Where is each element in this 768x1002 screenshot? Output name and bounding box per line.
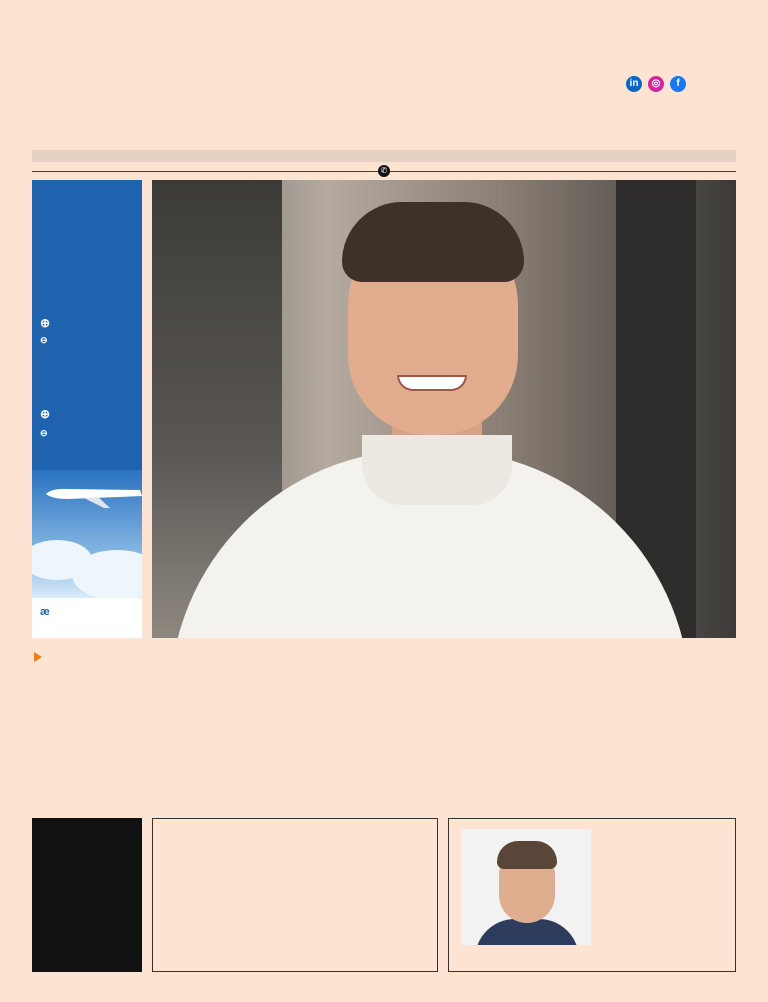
stornia-logo-icon <box>58 28 128 132</box>
cover-photo <box>152 180 736 638</box>
ad-feature2-minus <box>40 428 48 439</box>
quote-box <box>32 818 142 972</box>
social-links <box>626 76 686 92</box>
instagram-icon[interactable]: ◎ <box>648 76 664 92</box>
minus-icon: ⊖ <box>40 428 48 438</box>
bar-chart <box>163 869 303 955</box>
minus-icon: ⊖ <box>40 335 48 345</box>
arrow-icon <box>34 652 42 662</box>
ad-feature2-plus <box>40 407 50 421</box>
ad-feature1-plus <box>40 316 50 330</box>
facebook-icon[interactable]: f <box>670 76 686 92</box>
walmart-story-box[interactable] <box>448 818 736 972</box>
section-tag-mundo[interactable] <box>34 652 46 662</box>
phone-icon: ✆ <box>378 165 390 177</box>
ad-brand-footer <box>32 598 142 638</box>
plus-icon: ⊕ <box>40 407 51 421</box>
regulatory-chart-box[interactable] <box>152 818 438 972</box>
executive-photo <box>461 829 591 945</box>
ad-feature1-minus <box>40 335 48 346</box>
plus-icon: ⊕ <box>40 316 51 330</box>
air-europa-logo-icon: æ <box>40 606 50 618</box>
linkedin-icon[interactable]: in <box>626 76 642 92</box>
market-ticker <box>32 150 736 162</box>
air-europa-ad[interactable] <box>32 180 142 638</box>
airplane-icon <box>44 480 142 510</box>
ad-brand <box>40 606 50 618</box>
